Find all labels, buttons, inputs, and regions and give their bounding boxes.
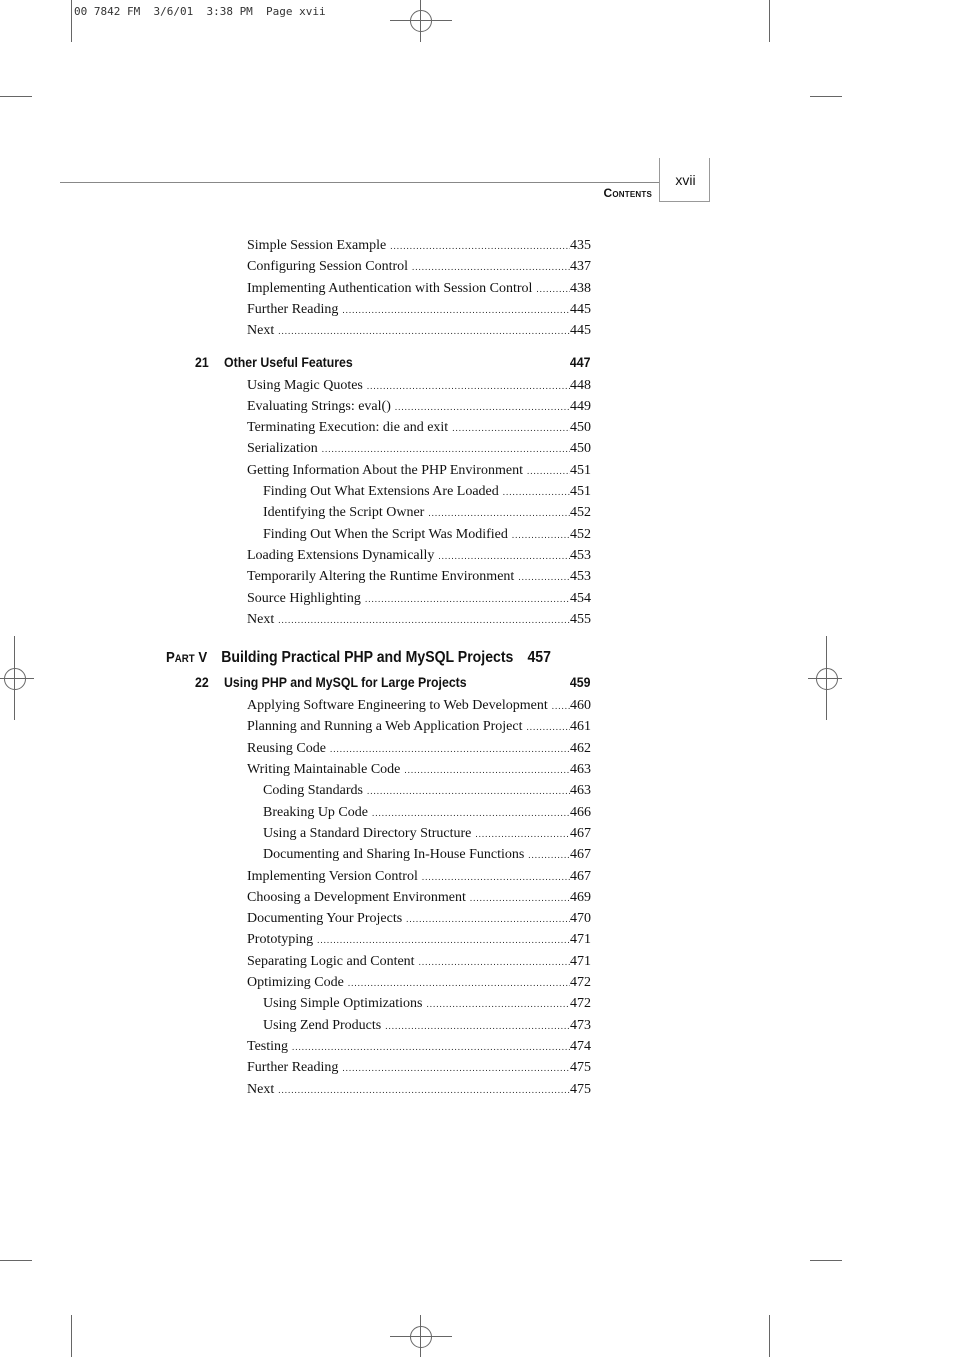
toc-entry bbox=[247, 238, 591, 258]
dot-leader bbox=[422, 872, 570, 882]
entry-page: 472 bbox=[570, 975, 591, 990]
chapter-heading bbox=[195, 354, 591, 376]
toc-entry bbox=[247, 741, 591, 761]
toc-entry bbox=[247, 323, 591, 343]
entry-page: 467 bbox=[570, 847, 591, 863]
dot-leader bbox=[404, 765, 570, 775]
running-head: Contents bbox=[603, 186, 652, 200]
entry-page: 473 bbox=[570, 1017, 591, 1033]
entry-title: Implementing Version Control bbox=[247, 868, 418, 884]
dot-leader bbox=[390, 241, 570, 251]
dot-leader bbox=[342, 305, 570, 315]
dot-leader bbox=[470, 893, 570, 903]
dot-leader bbox=[419, 957, 570, 967]
entry-page: 454 bbox=[570, 590, 591, 606]
dot-leader bbox=[367, 381, 570, 391]
entry-title: Terminating Execution: die and exit bbox=[247, 420, 449, 436]
entry-page: 435 bbox=[570, 238, 591, 253]
dot-leader bbox=[426, 999, 570, 1009]
toc-entry bbox=[247, 698, 591, 718]
chapter-heading bbox=[195, 674, 591, 696]
toc-subentry bbox=[263, 996, 591, 1016]
dot-leader bbox=[428, 508, 570, 518]
dot-leader bbox=[438, 551, 570, 561]
dot-leader bbox=[527, 466, 570, 476]
dot-leader bbox=[292, 1042, 570, 1052]
entry-page: 437 bbox=[570, 259, 591, 275]
printer-slug: 00 7842 FM 3/6/01 3:38 PM Page xvii bbox=[74, 5, 326, 18]
entry-title: Getting Information About the PHP Environment bbox=[247, 462, 523, 478]
toc-entry bbox=[247, 1039, 591, 1059]
entry-page: 452 bbox=[570, 505, 591, 521]
toc-entry bbox=[247, 612, 591, 632]
crop-mark bbox=[769, 0, 770, 42]
dot-leader bbox=[395, 402, 570, 412]
entry-title: Serialization bbox=[247, 441, 318, 457]
entry-page: 451 bbox=[570, 462, 591, 478]
crop-mark bbox=[810, 96, 842, 97]
entry-page: 445 bbox=[570, 323, 591, 339]
toc-entry bbox=[247, 281, 591, 301]
toc-entry bbox=[247, 911, 591, 931]
chapter-page: 447 bbox=[569, 353, 591, 370]
entry-page: 469 bbox=[570, 889, 591, 905]
entry-page: 462 bbox=[570, 740, 591, 756]
dot-leader bbox=[452, 423, 570, 433]
crop-mark bbox=[0, 96, 32, 97]
registration-mark bbox=[4, 668, 26, 690]
part-page: 457 bbox=[527, 649, 551, 667]
entry-title: Identifying the Script Owner bbox=[263, 505, 425, 521]
part-label: Part V bbox=[166, 649, 208, 667]
entry-title: Next bbox=[247, 1081, 275, 1097]
dot-leader bbox=[372, 808, 570, 818]
part-heading bbox=[166, 649, 606, 673]
dot-leader bbox=[365, 594, 570, 604]
dot-leader bbox=[348, 978, 570, 988]
entry-page: 463 bbox=[570, 783, 591, 799]
entry-title: Next bbox=[247, 611, 275, 627]
toc-entry bbox=[247, 548, 591, 568]
entry-title: Prototyping bbox=[247, 932, 314, 948]
entry-title: Breaking Up Code bbox=[263, 804, 368, 820]
crop-mark bbox=[769, 1315, 770, 1357]
dot-leader bbox=[412, 262, 570, 272]
entry-page: 472 bbox=[570, 996, 591, 1012]
entry-title: Separating Logic and Content bbox=[247, 953, 415, 969]
entry-page: 453 bbox=[570, 569, 591, 585]
dot-leader bbox=[367, 786, 570, 796]
entry-page: 470 bbox=[570, 911, 591, 927]
header-rule bbox=[60, 182, 660, 183]
entry-page: 450 bbox=[570, 441, 591, 457]
toc-subentry bbox=[263, 847, 591, 867]
chapter-title: Using PHP and MySQL for Large Projects bbox=[224, 674, 467, 691]
dot-leader bbox=[475, 829, 570, 839]
entry-title: Writing Maintainable Code bbox=[247, 762, 401, 777]
entry-page: 455 bbox=[570, 611, 591, 627]
entry-title: Further Reading bbox=[247, 1060, 339, 1076]
dot-leader bbox=[512, 530, 570, 540]
dot-leader bbox=[536, 284, 570, 294]
entry-page: 475 bbox=[570, 1060, 591, 1076]
toc-entry bbox=[247, 954, 591, 974]
dot-leader bbox=[278, 615, 570, 625]
toc-entry bbox=[247, 463, 591, 483]
entry-page: 453 bbox=[570, 547, 591, 563]
entry-page: 450 bbox=[570, 420, 591, 436]
toc-entry bbox=[247, 399, 591, 419]
dot-leader bbox=[503, 487, 570, 497]
dot-leader bbox=[385, 1021, 570, 1031]
entry-title: Using Simple Optimizations bbox=[263, 996, 423, 1012]
entry-title: Implementing Authentication with Session Control bbox=[247, 280, 533, 296]
entry-title: Coding Standards bbox=[263, 783, 363, 799]
entry-title: Next bbox=[247, 323, 275, 339]
entry-page: 452 bbox=[570, 526, 591, 542]
crop-mark bbox=[0, 1260, 32, 1261]
entry-page: 471 bbox=[570, 953, 591, 969]
entry-title: Choosing a Development Environment bbox=[247, 889, 466, 905]
entry-title: Source Highlighting bbox=[247, 590, 361, 606]
entry-page: 461 bbox=[570, 719, 591, 735]
dot-leader bbox=[528, 850, 570, 860]
toc-subentry bbox=[263, 783, 591, 803]
toc-subentry bbox=[263, 484, 591, 504]
toc-subentry bbox=[263, 505, 591, 525]
registration-mark bbox=[410, 10, 432, 32]
entry-title: Configuring Session Control bbox=[247, 259, 409, 275]
entry-title: Using Zend Products bbox=[263, 1017, 382, 1033]
crop-mark bbox=[71, 1315, 72, 1357]
chapter-number: 22 bbox=[195, 674, 209, 691]
toc-entry bbox=[247, 420, 591, 440]
toc-entry bbox=[247, 1082, 591, 1102]
dot-leader bbox=[518, 572, 570, 582]
toc-entry bbox=[247, 302, 591, 322]
dot-leader bbox=[278, 326, 570, 336]
chapter-title: Other Useful Features bbox=[224, 353, 353, 370]
entry-title: Finding Out What Extensions Are Loaded bbox=[263, 484, 499, 499]
entry-title: Applying Software Engineering to Web Development bbox=[247, 698, 548, 714]
toc-entry bbox=[247, 591, 591, 611]
toc-subentry bbox=[263, 1018, 591, 1038]
entry-page: 463 bbox=[570, 762, 591, 777]
entry-page: 449 bbox=[570, 398, 591, 414]
toc-subentry bbox=[263, 826, 591, 846]
entry-title: Using a Standard Directory Structure bbox=[263, 825, 472, 841]
page-number: xvii bbox=[675, 172, 696, 188]
crop-mark bbox=[810, 1260, 842, 1261]
entry-title: Using Magic Quotes bbox=[247, 377, 363, 393]
entry-page: 451 bbox=[570, 484, 591, 499]
entry-title: Simple Session Example bbox=[247, 238, 387, 253]
dot-leader bbox=[322, 444, 570, 454]
entry-title: Finding Out When the Script Was Modified bbox=[263, 526, 508, 542]
entry-page: 467 bbox=[570, 868, 591, 884]
toc-entry bbox=[247, 890, 591, 910]
crop-mark bbox=[71, 0, 72, 42]
chapter-number: 21 bbox=[195, 353, 209, 370]
toc-entry bbox=[247, 378, 591, 398]
dot-leader bbox=[278, 1085, 570, 1095]
entry-page: 475 bbox=[570, 1081, 591, 1097]
dot-leader bbox=[342, 1063, 570, 1073]
entry-page: 460 bbox=[570, 698, 591, 714]
entry-title: Temporarily Altering the Runtime Environment bbox=[247, 569, 515, 585]
entry-page: 438 bbox=[570, 280, 591, 296]
entry-title: Loading Extensions Dynamically bbox=[247, 547, 435, 563]
toc-entry bbox=[247, 762, 591, 782]
entry-title: Testing bbox=[247, 1038, 289, 1054]
entry-page: 448 bbox=[570, 377, 591, 393]
toc-entry bbox=[247, 1060, 591, 1080]
dot-leader bbox=[526, 722, 570, 732]
toc-entry bbox=[247, 441, 591, 461]
entry-page: 471 bbox=[570, 932, 591, 948]
toc-entry bbox=[247, 975, 591, 995]
registration-mark bbox=[410, 1326, 432, 1348]
entry-title: Evaluating Strings: eval() bbox=[247, 398, 391, 414]
dot-leader bbox=[406, 914, 570, 924]
entry-title: Documenting and Sharing In-House Functions bbox=[263, 847, 525, 863]
entry-title: Reusing Code bbox=[247, 740, 326, 756]
entry-title: Planning and Running a Web Application Project bbox=[247, 719, 523, 735]
entry-title: Further Reading bbox=[247, 301, 339, 317]
part-title: Building Practical PHP and MySQL Projects bbox=[221, 649, 514, 667]
dot-leader bbox=[330, 744, 570, 754]
entry-page: 466 bbox=[570, 804, 591, 820]
entry-page: 474 bbox=[570, 1038, 591, 1054]
dot-leader bbox=[552, 701, 570, 711]
toc-entry bbox=[247, 932, 591, 952]
entry-title: Documenting Your Projects bbox=[247, 911, 403, 927]
entry-page: 467 bbox=[570, 825, 591, 841]
toc-entry bbox=[247, 569, 591, 589]
toc-entry bbox=[247, 259, 591, 279]
entry-page: 445 bbox=[570, 301, 591, 317]
chapter-page: 459 bbox=[569, 674, 591, 691]
toc-entry bbox=[247, 869, 591, 889]
toc-subentry bbox=[263, 805, 591, 825]
toc-subentry bbox=[263, 527, 591, 547]
dot-leader bbox=[317, 935, 570, 945]
folio-box bbox=[659, 158, 710, 202]
entry-title: Optimizing Code bbox=[247, 975, 344, 990]
registration-mark bbox=[816, 668, 838, 690]
toc-entry bbox=[247, 719, 591, 739]
